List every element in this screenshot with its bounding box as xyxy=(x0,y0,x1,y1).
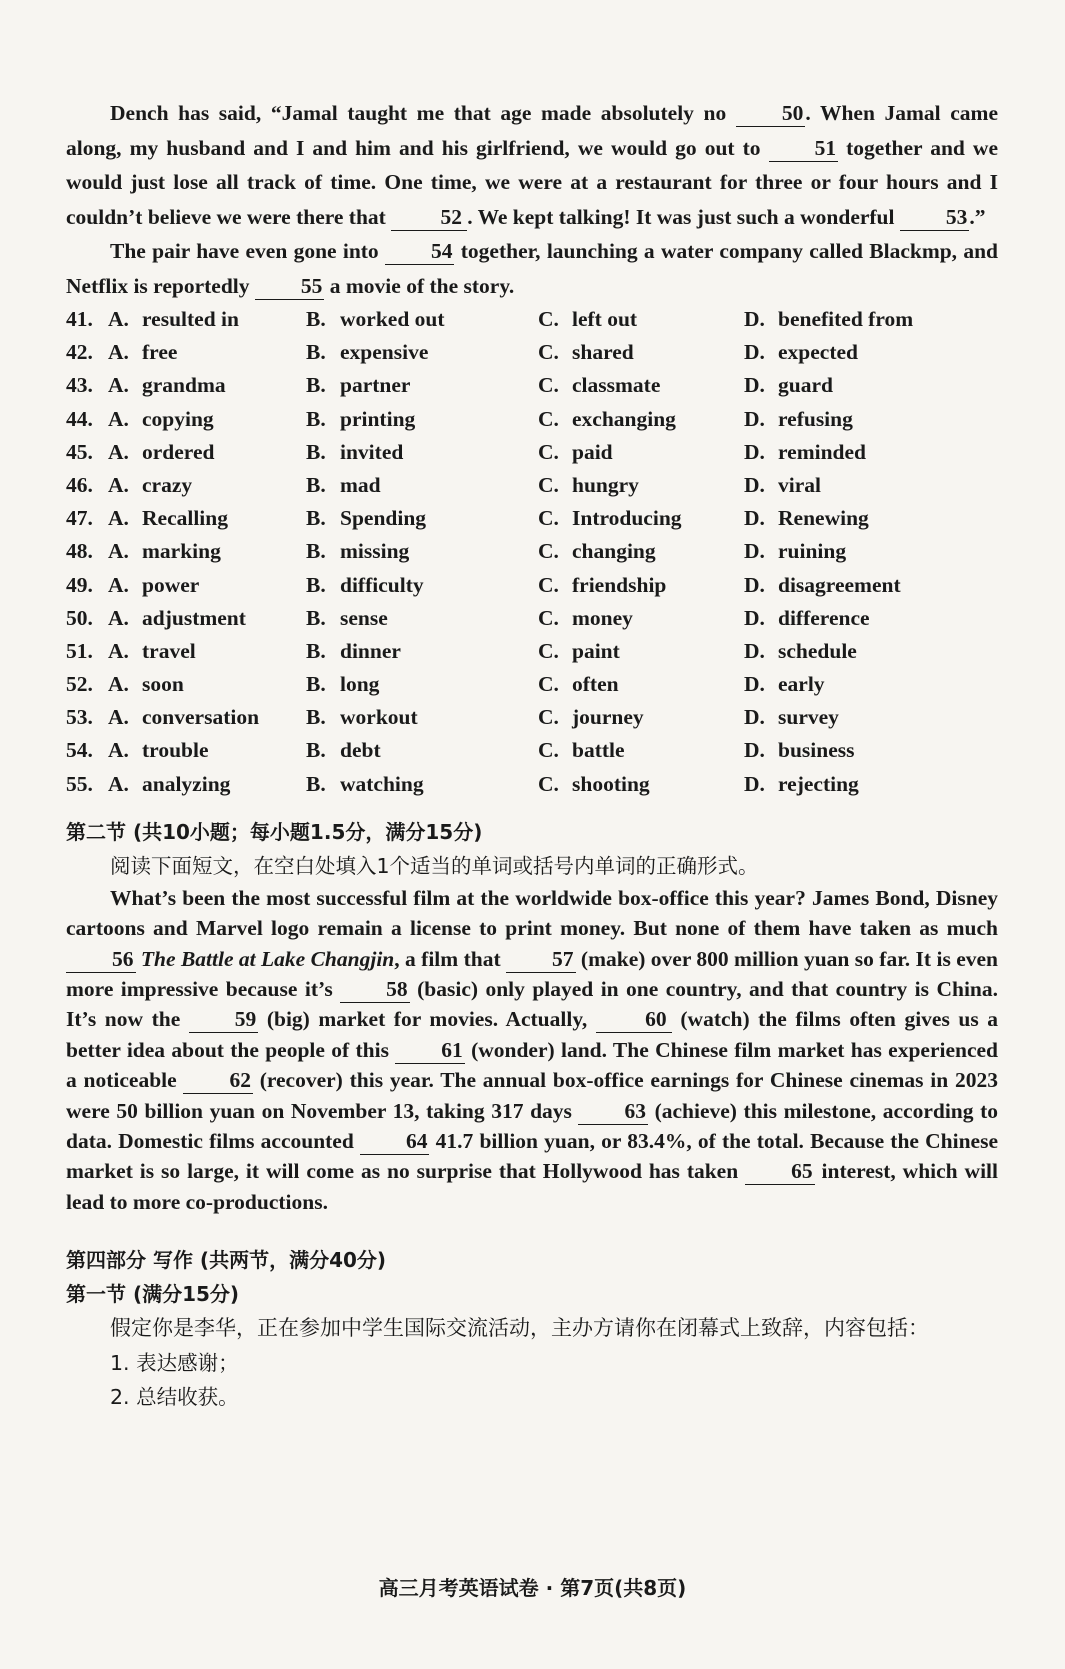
option-letter: B. xyxy=(306,672,326,697)
option-text: worked out xyxy=(340,307,445,331)
option-a[interactable] xyxy=(108,502,306,535)
option-letter: C. xyxy=(538,472,559,497)
option-c[interactable] xyxy=(538,602,744,635)
option-b[interactable] xyxy=(306,303,538,336)
option-a[interactable] xyxy=(108,535,306,568)
option-letter: A. xyxy=(108,638,129,663)
option-b[interactable] xyxy=(306,436,538,469)
option-text: sense xyxy=(340,605,388,630)
option-text: classmate xyxy=(572,373,661,398)
passage-text: interest, which will lead to more co-productions. xyxy=(66,1159,998,1214)
option-text: early xyxy=(778,672,825,697)
option-letter: D. xyxy=(744,406,765,431)
option-text: missing xyxy=(340,539,410,564)
option-letter: A. xyxy=(108,605,129,630)
option-text: mad xyxy=(340,472,381,497)
passage-text: Dench has said, “Jamal taught me that age made absolutely no xyxy=(110,101,736,125)
option-letter: C. xyxy=(538,705,559,730)
option-letter: A. xyxy=(108,439,129,464)
option-letter: D. xyxy=(744,539,765,564)
exam-page xyxy=(66,96,998,1414)
option-text: workout xyxy=(340,705,418,730)
option-a[interactable] xyxy=(108,569,306,602)
option-b[interactable] xyxy=(306,569,538,602)
option-letter: C. xyxy=(538,672,559,697)
passage-text: a movie of the story. xyxy=(324,273,515,298)
option-d[interactable] xyxy=(744,635,974,668)
option-row xyxy=(66,336,998,369)
option-c[interactable] xyxy=(538,436,744,469)
section2-instruction: 阅读下面短文，在空白处填入1个适当的单词或括号内单词的正确形式。 xyxy=(110,853,759,878)
option-text: paint xyxy=(572,638,620,663)
blank-62: 62 xyxy=(183,1067,253,1094)
option-text: crazy xyxy=(142,472,193,497)
option-c[interactable] xyxy=(538,569,744,602)
option-text: journey xyxy=(572,705,644,730)
option-d[interactable] xyxy=(744,403,974,436)
option-text: Recalling xyxy=(142,506,228,531)
passage-text: . We kept talking! It was just such a wonderful xyxy=(467,204,900,229)
option-text: difference xyxy=(778,605,870,630)
option-letter: D. xyxy=(744,705,765,730)
option-row xyxy=(66,436,998,469)
option-letter: B. xyxy=(306,738,326,763)
option-letter: B. xyxy=(306,771,326,796)
passage-text: (big) market for movies. Actually, xyxy=(258,1007,596,1032)
option-letter: D. xyxy=(744,771,765,796)
option-text: Spending xyxy=(340,506,427,531)
option-row xyxy=(66,701,998,734)
option-b[interactable] xyxy=(306,502,538,535)
option-letter: C. xyxy=(538,373,559,398)
option-c[interactable] xyxy=(538,635,744,668)
blank-54: 54 xyxy=(385,238,455,265)
passage-text: . When Jamal came along, my husband and I and him and his girlfriend, we would go out to xyxy=(66,101,998,160)
option-text: money xyxy=(572,605,633,630)
option-text: friendship xyxy=(572,572,667,597)
option-text: business xyxy=(778,738,855,763)
option-letter: C. xyxy=(538,307,559,331)
option-letter: D. xyxy=(744,738,765,763)
option-text: trouble xyxy=(142,738,209,763)
option-letter: D. xyxy=(744,638,765,663)
question-number: 50. xyxy=(66,605,93,630)
option-letter: A. xyxy=(108,406,129,431)
option-d[interactable] xyxy=(744,734,974,767)
blank-55: 55 xyxy=(255,273,325,300)
question-number: 48. xyxy=(66,539,93,564)
option-text: battle xyxy=(572,738,625,763)
option-row xyxy=(66,635,998,668)
section2-heading: 第二节 (共10小题；每小题1.5分，满分15分) xyxy=(66,819,483,844)
blank-52: 52 xyxy=(391,204,467,231)
option-c[interactable] xyxy=(538,768,744,801)
passage-text: .” xyxy=(969,204,986,229)
option-c[interactable] xyxy=(538,734,744,767)
blank-63: 63 xyxy=(578,1098,648,1125)
option-letter: A. xyxy=(108,307,129,331)
blank-57: 57 xyxy=(506,946,576,973)
passage-text: (recover) this year. The annual box-office earnings for Chinese cinemas in 2023 were 50 billion yuan on November 13, taking 317 days xyxy=(66,1068,998,1123)
blank-59: 59 xyxy=(189,1006,259,1033)
passage-paragraph-2 xyxy=(66,234,998,303)
option-letter: A. xyxy=(108,472,129,497)
option-a[interactable] xyxy=(108,701,306,734)
option-a[interactable] xyxy=(108,635,306,668)
passage-paragraph-1 xyxy=(66,96,998,234)
blank-65: 65 xyxy=(745,1158,815,1185)
option-letter: B. xyxy=(306,307,326,331)
option-d[interactable] xyxy=(744,336,974,369)
option-letter: D. xyxy=(744,672,765,697)
option-letter: B. xyxy=(306,373,326,398)
option-text: often xyxy=(572,672,619,697)
option-text: conversation xyxy=(142,705,260,730)
passage-text: The pair have even gone into xyxy=(110,239,385,263)
option-row xyxy=(66,303,998,336)
option-a[interactable] xyxy=(108,369,306,402)
passage-text: , a film that xyxy=(394,946,507,971)
option-letter: C. xyxy=(538,506,559,531)
question-number: 43. xyxy=(66,373,93,398)
question-number: 41. xyxy=(66,307,93,331)
writing-item-1: 1. 表达感谢； xyxy=(110,1351,239,1376)
blank-53: 53 xyxy=(900,204,970,231)
option-text: resulted in xyxy=(142,307,239,331)
passage-text: (achieve) this milestone, according to data. Domestic films accounted xyxy=(66,1098,998,1154)
option-letter: C. xyxy=(538,771,559,796)
option-letter: C. xyxy=(538,340,559,365)
option-text: invited xyxy=(340,439,404,464)
option-text: Renewing xyxy=(778,506,869,531)
option-row xyxy=(66,469,998,502)
option-text: power xyxy=(142,572,200,597)
option-c[interactable] xyxy=(538,369,744,402)
option-letter: C. xyxy=(538,439,559,464)
question-number: 49. xyxy=(66,572,93,597)
option-text: hungry xyxy=(572,472,639,497)
option-d[interactable] xyxy=(744,668,974,701)
option-a[interactable] xyxy=(108,403,306,436)
option-text: paid xyxy=(572,439,613,464)
passage-text: 41.7 billion yuan, or 83.4%, of the total. Because the Chinese market is so large, it will come as no surprise that Hollywood has taken xyxy=(66,1129,999,1184)
option-d[interactable] xyxy=(744,535,974,568)
question-number: 47. xyxy=(66,506,93,531)
option-letter: D. xyxy=(744,439,765,464)
option-c[interactable] xyxy=(538,535,744,568)
option-letter: A. xyxy=(108,572,129,597)
option-letter: D. xyxy=(744,605,765,630)
option-a[interactable] xyxy=(108,336,306,369)
option-text: left out xyxy=(572,307,638,331)
option-row xyxy=(66,535,998,568)
question-number: 54. xyxy=(66,738,93,763)
question-number: 55. xyxy=(66,771,93,796)
option-text: shared xyxy=(572,340,634,365)
option-text: printing xyxy=(340,406,416,431)
option-letter: A. xyxy=(108,506,129,531)
option-text: analyzing xyxy=(142,771,231,796)
blank-64: 64 xyxy=(360,1128,430,1155)
option-b[interactable] xyxy=(306,336,538,369)
option-letter: C. xyxy=(538,738,559,763)
answer-options xyxy=(66,303,998,801)
question-number: 44. xyxy=(66,406,93,431)
option-text: schedule xyxy=(778,638,857,663)
option-row xyxy=(66,602,998,635)
question-number: 51. xyxy=(66,638,93,663)
option-d[interactable] xyxy=(744,469,974,502)
option-letter: A. xyxy=(108,340,129,365)
option-letter: B. xyxy=(306,705,326,730)
option-c[interactable] xyxy=(538,502,744,535)
option-text: changing xyxy=(572,539,656,564)
option-text: expensive xyxy=(340,340,429,365)
blank-61: 61 xyxy=(395,1037,465,1064)
option-b[interactable] xyxy=(306,602,538,635)
passage-text: together and we would just lose all track of time. One time, we were at a restaurant for three or four hours and I couldn’t believe we were there that xyxy=(66,135,998,229)
option-b[interactable] xyxy=(306,403,538,436)
option-text: adjustment xyxy=(142,605,246,630)
option-text: long xyxy=(340,672,380,697)
option-d[interactable] xyxy=(744,436,974,469)
option-text: watching xyxy=(340,771,424,796)
option-a[interactable] xyxy=(108,668,306,701)
part4-heading: 第四部分 写作 (共两节，满分40分) xyxy=(66,1248,387,1273)
option-letter: D. xyxy=(744,506,765,531)
option-b[interactable] xyxy=(306,369,538,402)
option-b[interactable] xyxy=(306,701,538,734)
passage-text: (basic) only played in one country, and that country is China. It’s now the xyxy=(66,977,999,1032)
option-letter: B. xyxy=(306,539,326,564)
option-text: rejecting xyxy=(778,771,859,796)
blank-58: 58 xyxy=(340,976,410,1003)
writing-item-2: 2. 总结收获。 xyxy=(110,1385,239,1410)
option-a[interactable] xyxy=(108,768,306,801)
option-text: shooting xyxy=(572,771,650,796)
option-text: difficulty xyxy=(340,572,424,597)
option-letter: C. xyxy=(538,539,559,564)
option-text: benefited from xyxy=(778,307,914,331)
section2-passage xyxy=(66,883,998,1217)
option-letter: A. xyxy=(108,539,129,564)
option-d[interactable] xyxy=(744,602,974,635)
option-letter: D. xyxy=(744,373,765,398)
passage-text: (wonder) land. The Chinese film market has experienced a noticeable xyxy=(66,1037,998,1093)
option-letter: B. xyxy=(306,472,326,497)
passage-text: What’s been the most successful film at the worldwide box-office this year? James Bond, Disney cartoons and Marvel logo remain a license to print money. But none of them have taken as much xyxy=(66,885,998,941)
option-letter: B. xyxy=(306,406,326,431)
passage-text: (make) over 800 million yuan so far. It is even more impressive because it’s xyxy=(66,946,999,1002)
blank-50: 50 xyxy=(736,100,806,127)
option-text: ruining xyxy=(778,539,847,564)
passage-text: together, launching a water company called Blackmp, and Netflix is reportedly xyxy=(66,239,998,298)
option-a[interactable] xyxy=(108,436,306,469)
blank-56: 56 xyxy=(66,946,136,973)
option-letter: D. xyxy=(744,307,765,331)
question-number: 46. xyxy=(66,472,93,497)
question-number: 45. xyxy=(66,439,93,464)
option-letter: A. xyxy=(108,672,129,697)
option-letter: B. xyxy=(306,572,326,597)
option-b[interactable] xyxy=(306,469,538,502)
option-c[interactable] xyxy=(538,403,744,436)
option-letter: C. xyxy=(538,638,559,663)
option-letter: C. xyxy=(538,605,559,630)
writing-prompt: 假定你是李华，正在参加中学生国际交流活动，主办方请你在闭幕式上致辞，内容包括： xyxy=(110,1316,929,1341)
blank-51: 51 xyxy=(769,135,839,162)
option-text: dinner xyxy=(340,638,401,663)
option-text: soon xyxy=(142,672,184,697)
option-letter: B. xyxy=(306,605,326,630)
option-b[interactable] xyxy=(306,535,538,568)
option-a[interactable] xyxy=(108,469,306,502)
option-row xyxy=(66,369,998,402)
option-row xyxy=(66,768,998,801)
option-d[interactable] xyxy=(744,369,974,402)
option-c[interactable] xyxy=(538,336,744,369)
option-row xyxy=(66,569,998,602)
option-b[interactable] xyxy=(306,768,538,801)
option-text: partner xyxy=(340,373,411,398)
option-text: copying xyxy=(142,406,214,431)
option-b[interactable] xyxy=(306,668,538,701)
part4-subheading: 第一节 (满分15分) xyxy=(66,1282,240,1307)
option-a[interactable] xyxy=(108,734,306,767)
option-letter: A. xyxy=(108,738,129,763)
option-text: expected xyxy=(778,340,858,365)
option-c[interactable] xyxy=(538,701,744,734)
option-letter: D. xyxy=(744,572,765,597)
option-letter: B. xyxy=(306,340,326,365)
option-letter: C. xyxy=(538,406,559,431)
option-text: travel xyxy=(142,638,196,663)
option-text: survey xyxy=(778,705,839,730)
option-text: free xyxy=(142,340,178,365)
option-text: exchanging xyxy=(572,406,676,431)
option-row xyxy=(66,502,998,535)
option-c[interactable] xyxy=(538,303,744,336)
option-b[interactable] xyxy=(306,635,538,668)
option-letter: B. xyxy=(306,439,326,464)
question-number: 52. xyxy=(66,672,93,697)
option-row xyxy=(66,734,998,767)
option-letter: A. xyxy=(108,771,129,796)
option-text: ordered xyxy=(142,439,215,464)
option-text: refusing xyxy=(778,406,853,431)
option-text: Introducing xyxy=(572,506,682,531)
option-d[interactable] xyxy=(744,502,974,535)
option-text: grandma xyxy=(142,373,226,398)
option-text: debt xyxy=(340,738,381,763)
question-number: 42. xyxy=(66,340,93,365)
option-d[interactable] xyxy=(744,701,974,734)
question-number: 53. xyxy=(66,705,93,730)
option-text: marking xyxy=(142,539,221,564)
option-letter: C. xyxy=(538,572,559,597)
blank-60: 60 xyxy=(596,1006,672,1033)
film-title: The Battle at Lake Changjin xyxy=(140,946,395,971)
option-row xyxy=(66,403,998,436)
option-d[interactable] xyxy=(744,569,974,602)
option-text: disagreement xyxy=(778,572,901,597)
option-c[interactable] xyxy=(538,668,744,701)
option-letter: A. xyxy=(108,373,129,398)
option-letter: B. xyxy=(306,506,326,531)
option-letter: D. xyxy=(744,340,765,365)
option-b[interactable] xyxy=(306,734,538,767)
option-d[interactable] xyxy=(744,768,974,801)
option-letter: B. xyxy=(306,638,326,663)
passage-text: (watch) the films often gives us a better idea about the people of this xyxy=(66,1007,998,1062)
option-row xyxy=(66,668,998,701)
option-letter: A. xyxy=(108,705,129,730)
option-a[interactable] xyxy=(108,303,306,336)
option-text: viral xyxy=(778,472,821,497)
option-d[interactable] xyxy=(744,303,974,336)
option-c[interactable] xyxy=(538,469,744,502)
option-a[interactable] xyxy=(108,602,306,635)
option-text: reminded xyxy=(778,439,866,464)
page-footer: 高三月考英语试卷 · 第7页(共8页) xyxy=(378,1576,687,1600)
option-text: guard xyxy=(778,373,833,398)
option-letter: D. xyxy=(744,472,765,497)
